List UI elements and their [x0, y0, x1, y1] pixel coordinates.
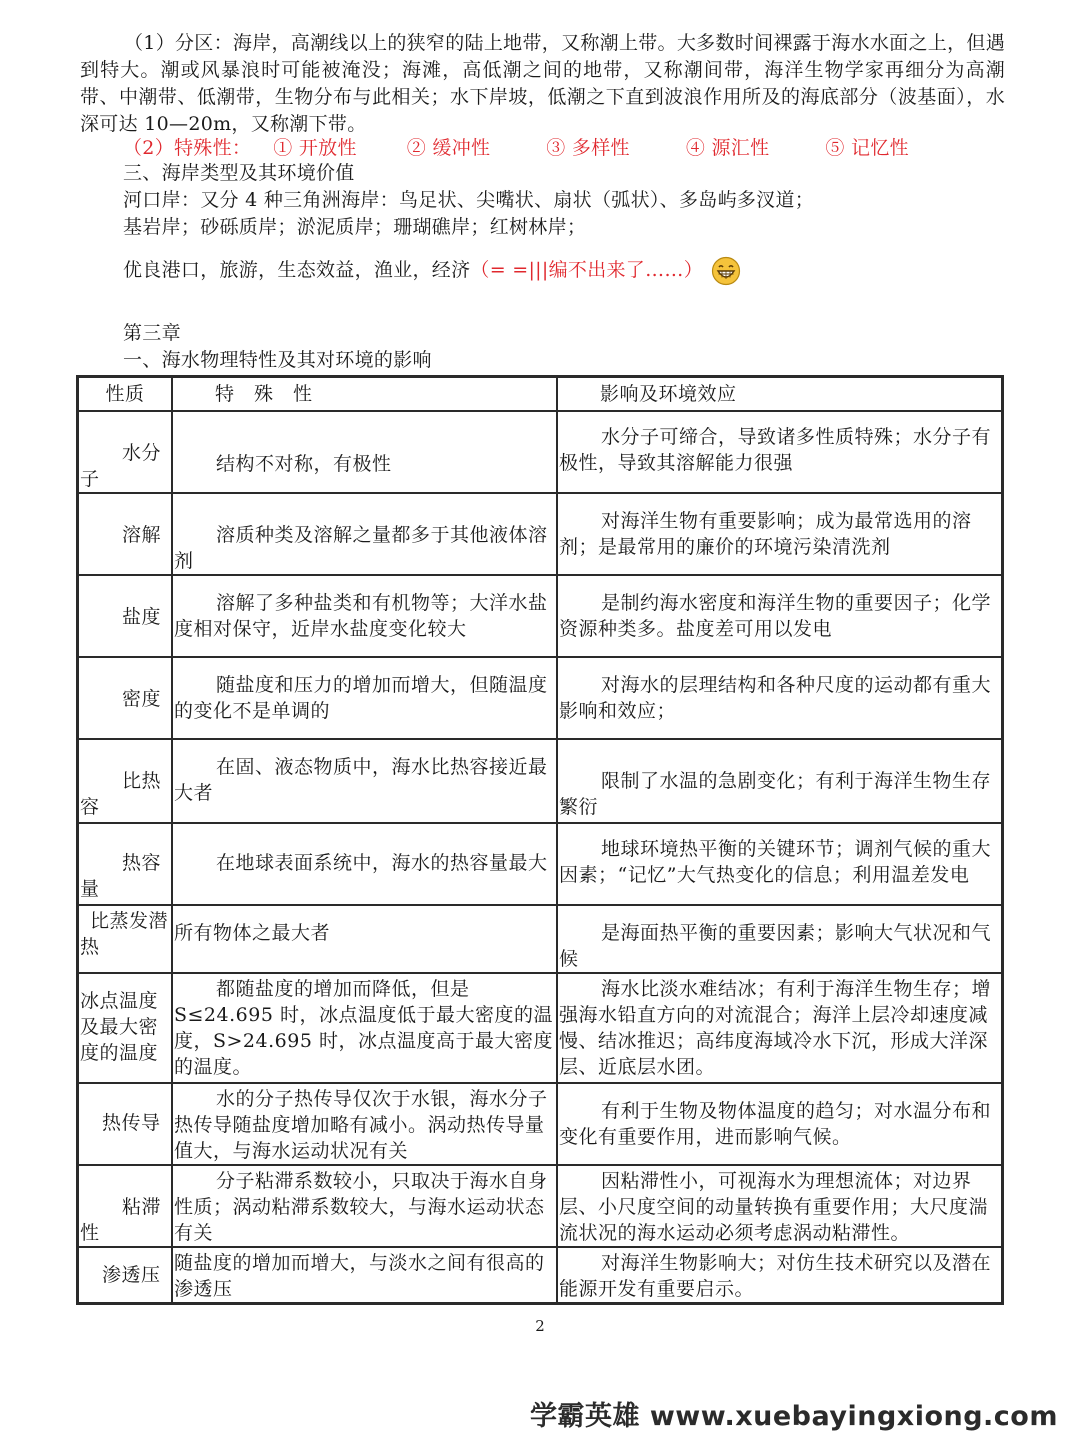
table-row	[78, 411, 1003, 493]
cell-effect: 对海水的层理结构和各种尺度的运动都有重大影响和效应；	[557, 657, 1003, 739]
cell-property: 渗透压	[78, 1247, 173, 1304]
cell-effect: 海水比淡水难结冰；有利于海洋生物生存；增强海水铅直方向的对流混合；海洋上层冷却速度减慢、结冰推迟；高纬度海域冷水下沉，形成大洋深层、近底层水团。	[557, 973, 1003, 1083]
table-row	[78, 1247, 1003, 1304]
table-row	[78, 657, 1003, 739]
cell-property: 密度	[78, 657, 173, 739]
cell-special: 水的分子热传导仅次于水银，海水分子热传导随盐度增加略有减小。涡动热传导量值大，与海水运动状况有关	[172, 1083, 557, 1165]
feature-2: ② 缓冲性	[406, 137, 491, 159]
cell-special: 结构不对称，有极性	[172, 411, 557, 493]
cell-property: 溶解	[78, 493, 173, 575]
cell-property: 热容量	[78, 823, 173, 905]
chapter-title: 第三章	[123, 322, 181, 344]
feature-1: ① 开放性	[273, 137, 357, 159]
heading-coast-types: 三、海岸类型及其环境价值	[123, 162, 355, 184]
cell-special: 随盐度和压力的增加而增大，但随温度的变化不是单调的	[172, 657, 557, 739]
cell-special: 在固、液态物质中，海水比热容接近最大者	[172, 739, 557, 823]
cell-property: 比热容	[78, 739, 173, 823]
header-special: 特 殊 性	[172, 377, 557, 411]
table-row	[78, 823, 1003, 905]
cell-special: 在地球表面系统中，海水的热容量最大	[172, 823, 557, 905]
site-watermark: 学霸英雄 www.xuebayingxiong.com	[529, 1401, 1058, 1432]
cell-effect: 是制约海水密度和海洋生物的重要因子；化学资源种类多。盐度差可用以发电	[557, 575, 1003, 657]
cell-property: 冰点温度及最大密度的温度	[78, 973, 173, 1083]
cell-property: 水分子	[78, 411, 173, 493]
cell-property: 比蒸发潜热	[78, 905, 173, 973]
header-effect: 影响及环境效应	[557, 377, 1003, 411]
feature-4: ④ 源汇性	[685, 137, 770, 159]
zoning-paragraph: （1）分区：海岸，高潮线以上的狭窄的陆上地带，又称潮上带。大多数时间裸露于海水水面之上，但遇到特大。潮或风暴浪时可能被淹没；海滩，高低潮之间的地带，又称潮间带，海洋生物学家再细分为高潮带、中潮带、低潮带，生物分布与此相关；水下岸坡，低潮之下直到波浪作用所及的海底部分（波基面），水深可达 10—20m，又称潮下带。	[80, 32, 1005, 135]
feature-3: ③ 多样性	[546, 137, 630, 159]
cell-effect: 限制了水温的急剧变化；有利于海洋生物生存繁衍	[557, 739, 1003, 823]
table-row	[78, 739, 1003, 823]
table-row	[78, 905, 1003, 973]
values-text: 优良港口，旅游，生态效益，渔业，经济	[123, 259, 471, 281]
features-line	[123, 135, 909, 162]
coast-types-line: 基岩岸；砂砾质岸；淤泥质岸；珊瑚礁岸；红树林岸；	[123, 216, 587, 238]
table-row	[78, 1083, 1003, 1165]
values-note: （= =|||编不出来了……）	[470, 259, 703, 281]
cell-effect: 对海洋生物有重要影响；成为最常选用的溶剂；是最常用的廉价的环境污染清洗剂	[557, 493, 1003, 575]
cell-property: 粘滞性	[78, 1165, 173, 1247]
cell-special: 溶质种类及溶解之量都多于其他液体溶剂	[172, 493, 557, 575]
table-row	[78, 493, 1003, 575]
estuary-line: 河口岸：又分 4 种三角洲海岸：鸟足状、尖嘴状、扇状（弧状）、多岛屿多汊道；	[123, 189, 815, 211]
page-number: 2	[535, 1317, 545, 1335]
chapter-subtitle: 一、海水物理特性及其对环境的影响	[123, 349, 432, 371]
cell-special: 分子粘滞系数较小，只取决于海水自身性质；涡动粘滞系数较大，与海水运动状态有关	[172, 1165, 557, 1247]
cell-special: 所有物体之最大者	[172, 905, 557, 973]
table-row	[78, 575, 1003, 657]
water-properties-table	[76, 375, 1004, 1305]
header-property: 性质	[78, 377, 173, 411]
cell-special: 都随盐度的增加而降低，但是 S≤24.695 时，冰点温度低于最大密度的温度，S>24.695 时，冰点温度高于最大密度的温度。	[172, 973, 557, 1083]
cell-effect: 地球环境热平衡的关键环节；调剂气候的重大因素；“记忆”大气热变化的信息；利用温差发电	[557, 823, 1003, 905]
values-line	[123, 256, 741, 286]
cell-effect: 水分子可缔合，导致诸多性质特殊；水分子有极性，导致其溶解能力很强	[557, 411, 1003, 493]
grinning-face-icon	[711, 256, 741, 286]
table-row	[78, 973, 1003, 1083]
table-row	[78, 1165, 1003, 1247]
cell-effect: 是海面热平衡的重要因素；影响大气状况和气候	[557, 905, 1003, 973]
cell-special: 溶解了多种盐类和有机物等；大洋水盐度相对保守，近岸水盐度变化较大	[172, 575, 557, 657]
cell-property: 盐度	[78, 575, 173, 657]
cell-effect: 有利于生物及物体温度的趋匀；对水温分布和变化有重要作用，进而影响气候。	[557, 1083, 1003, 1165]
feature-5: ⑤ 记忆性	[825, 137, 909, 159]
table-header-row	[78, 377, 1003, 411]
cell-property: 热传导	[78, 1083, 173, 1165]
cell-effect: 因粘滞性小，可视海水为理想流体；对边界层、小尺度空间的动量转换有重要作用；大尺度湍流状况的海水运动必须考虑涡动粘滞性。	[557, 1165, 1003, 1247]
features-label: （2）特殊性：	[123, 137, 252, 159]
cell-effect: 对海洋生物影响大；对仿生技术研究以及潜在能源开发有重要启示。	[557, 1247, 1003, 1304]
cell-special: 随盐度的增加而增大，与淡水之间有很高的渗透压	[172, 1247, 557, 1304]
